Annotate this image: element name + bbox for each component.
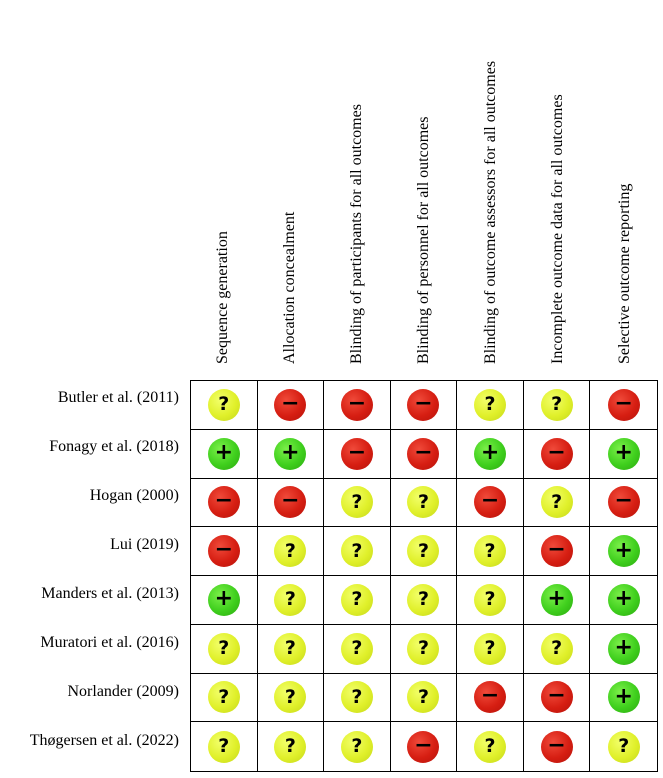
unclear-risk-marker bbox=[208, 389, 240, 421]
unclear-risk-marker bbox=[341, 486, 373, 518]
question-icon: ? bbox=[484, 539, 496, 562]
question-icon: ? bbox=[417, 685, 429, 708]
judgement-cell bbox=[324, 576, 391, 624]
question-icon: ? bbox=[218, 735, 230, 758]
judgement-cell bbox=[191, 479, 258, 527]
unclear-risk-marker bbox=[474, 535, 506, 567]
minus-icon: − bbox=[480, 683, 500, 709]
question-icon: ? bbox=[417, 490, 429, 513]
minus-icon: − bbox=[614, 390, 633, 416]
low-risk-marker bbox=[208, 438, 240, 470]
plus-icon: + bbox=[547, 586, 566, 612]
unclear-risk-marker bbox=[474, 389, 506, 421]
high-risk-marker bbox=[274, 486, 306, 518]
unclear-risk-marker bbox=[274, 681, 306, 713]
unclear-risk-marker bbox=[407, 633, 439, 665]
unclear-risk-marker bbox=[274, 584, 306, 616]
judgement-cell bbox=[324, 381, 391, 429]
judgement-cell bbox=[590, 430, 657, 478]
judgement-cell bbox=[258, 674, 325, 722]
judgement-cell bbox=[191, 527, 258, 575]
unclear-risk-marker bbox=[474, 633, 506, 665]
judgement-cell bbox=[524, 576, 591, 624]
minus-icon: − bbox=[480, 488, 500, 514]
plus-icon: + bbox=[614, 683, 633, 709]
judgement-cell bbox=[191, 625, 258, 673]
high-risk-marker bbox=[541, 535, 573, 567]
judgement-cell bbox=[391, 722, 458, 771]
unclear-risk-marker bbox=[341, 535, 373, 567]
unclear-risk-marker bbox=[541, 389, 573, 421]
high-risk-marker bbox=[541, 681, 573, 713]
minus-icon: − bbox=[547, 439, 566, 465]
minus-icon: − bbox=[547, 537, 566, 563]
column-header: Blinding of participants for all outcomes bbox=[348, 104, 366, 364]
high-risk-marker bbox=[407, 389, 439, 421]
question-icon: ? bbox=[551, 490, 563, 513]
high-risk-marker bbox=[474, 486, 506, 518]
plus-icon: + bbox=[214, 440, 233, 466]
question-icon: ? bbox=[351, 685, 363, 708]
minus-icon: − bbox=[281, 390, 300, 416]
judgement-cell bbox=[191, 674, 258, 722]
question-icon: ? bbox=[284, 735, 296, 758]
question-icon: ? bbox=[484, 735, 496, 758]
minus-icon: − bbox=[414, 732, 433, 758]
unclear-risk-marker bbox=[341, 633, 373, 665]
high-risk-marker bbox=[208, 486, 240, 518]
unclear-risk-marker bbox=[407, 681, 439, 713]
judgement-cell bbox=[524, 722, 591, 771]
low-risk-marker bbox=[541, 584, 573, 616]
question-icon: ? bbox=[551, 393, 563, 416]
unclear-risk-marker bbox=[474, 584, 506, 616]
judgement-cell bbox=[391, 430, 458, 478]
judgement-cell bbox=[457, 479, 524, 527]
judgement-cell bbox=[590, 381, 657, 429]
unclear-risk-marker bbox=[341, 584, 373, 616]
unclear-risk-marker bbox=[341, 681, 373, 713]
study-label: Butler et al. (2011) bbox=[57, 389, 179, 406]
low-risk-marker bbox=[608, 681, 640, 713]
unclear-risk-marker bbox=[541, 486, 573, 518]
judgement-cell bbox=[590, 722, 657, 771]
table-row bbox=[191, 625, 657, 674]
judgement-cell bbox=[324, 625, 391, 673]
question-icon: ? bbox=[351, 490, 363, 513]
plus-icon: + bbox=[614, 635, 633, 661]
judgement-cell bbox=[191, 722, 258, 771]
judgement-cell bbox=[457, 576, 524, 624]
judgement-cell bbox=[590, 625, 657, 673]
judgement-cell bbox=[324, 527, 391, 575]
judgement-cell bbox=[391, 381, 458, 429]
unclear-risk-marker bbox=[341, 731, 373, 763]
question-icon: ? bbox=[551, 637, 563, 660]
low-risk-marker bbox=[474, 438, 506, 470]
question-icon: ? bbox=[484, 393, 496, 416]
unclear-risk-marker bbox=[274, 633, 306, 665]
judgement-cell bbox=[391, 674, 458, 722]
judgement-cell bbox=[191, 576, 258, 624]
plus-icon: + bbox=[614, 537, 633, 563]
study-label: Norlander (2009) bbox=[67, 683, 179, 700]
low-risk-marker bbox=[608, 633, 640, 665]
unclear-risk-marker bbox=[407, 584, 439, 616]
high-risk-marker bbox=[608, 389, 640, 421]
table-row bbox=[191, 674, 657, 723]
judgement-cell bbox=[324, 430, 391, 478]
question-icon: ? bbox=[284, 637, 296, 660]
judgement-cell bbox=[524, 381, 591, 429]
judgement-cell bbox=[457, 381, 524, 429]
high-risk-marker bbox=[541, 731, 573, 763]
plus-icon: + bbox=[480, 440, 500, 466]
low-risk-marker bbox=[608, 584, 640, 616]
unclear-risk-marker bbox=[541, 633, 573, 665]
judgement-cell bbox=[324, 479, 391, 527]
minus-icon: − bbox=[547, 683, 566, 709]
study-label: Thøgersen et al. (2022) bbox=[29, 732, 179, 749]
minus-icon: − bbox=[414, 439, 433, 465]
judgement-cell bbox=[391, 576, 458, 624]
high-risk-marker bbox=[341, 438, 373, 470]
judgement-cell bbox=[324, 674, 391, 722]
risk-of-bias-grid bbox=[190, 380, 658, 772]
judgement-cell bbox=[590, 674, 657, 722]
table-row bbox=[191, 722, 657, 771]
judgement-cell bbox=[258, 381, 325, 429]
low-risk-marker bbox=[608, 438, 640, 470]
judgement-cell bbox=[258, 576, 325, 624]
high-risk-marker bbox=[274, 389, 306, 421]
judgement-cell bbox=[457, 625, 524, 673]
unclear-risk-marker bbox=[474, 731, 506, 763]
question-icon: ? bbox=[417, 588, 429, 611]
question-icon: ? bbox=[417, 539, 429, 562]
judgement-cell bbox=[191, 430, 258, 478]
minus-icon: − bbox=[281, 488, 300, 514]
unclear-risk-marker bbox=[208, 681, 240, 713]
table-row bbox=[191, 381, 657, 430]
judgement-cell bbox=[258, 625, 325, 673]
judgement-cell bbox=[457, 722, 524, 771]
judgement-cell bbox=[391, 527, 458, 575]
column-header: Allocation concealment bbox=[281, 211, 299, 364]
column-header: Sequence generation bbox=[214, 231, 232, 364]
unclear-risk-marker bbox=[407, 486, 439, 518]
high-risk-marker bbox=[341, 389, 373, 421]
judgement-cell bbox=[590, 576, 657, 624]
study-label: Lui (2019) bbox=[110, 536, 179, 553]
unclear-risk-marker bbox=[274, 731, 306, 763]
plus-icon: + bbox=[281, 440, 300, 466]
judgement-cell bbox=[391, 625, 458, 673]
column-header: Blinding of outcome assessors for all outcomes bbox=[481, 60, 499, 364]
judgement-cell bbox=[524, 479, 591, 527]
unclear-risk-marker bbox=[274, 535, 306, 567]
table-row bbox=[191, 479, 657, 528]
minus-icon: − bbox=[414, 390, 433, 416]
question-icon: ? bbox=[218, 393, 230, 416]
judgement-cell bbox=[457, 674, 524, 722]
question-icon: ? bbox=[618, 735, 630, 758]
minus-icon: − bbox=[614, 488, 633, 514]
minus-icon: − bbox=[214, 537, 233, 563]
judgement-cell bbox=[590, 527, 657, 575]
column-header: Blinding of personnel for all outcomes bbox=[415, 116, 432, 364]
unclear-risk-marker bbox=[608, 731, 640, 763]
high-risk-marker bbox=[208, 535, 240, 567]
plus-icon: + bbox=[614, 440, 633, 466]
low-risk-marker bbox=[208, 584, 240, 616]
column-header: Selective outcome reporting bbox=[615, 183, 633, 364]
high-risk-marker bbox=[541, 438, 573, 470]
judgement-cell bbox=[258, 430, 325, 478]
question-icon: ? bbox=[351, 588, 363, 611]
question-icon: ? bbox=[351, 735, 363, 758]
question-icon: ? bbox=[218, 685, 230, 708]
minus-icon: − bbox=[547, 732, 566, 758]
plus-icon: + bbox=[614, 586, 633, 612]
judgement-cell bbox=[524, 527, 591, 575]
study-label: Muratori et al. (2016) bbox=[40, 634, 179, 651]
question-icon: ? bbox=[484, 637, 496, 660]
unclear-risk-marker bbox=[208, 633, 240, 665]
question-icon: ? bbox=[417, 637, 429, 660]
judgement-cell bbox=[258, 722, 325, 771]
question-icon: ? bbox=[218, 637, 230, 660]
high-risk-marker bbox=[474, 681, 506, 713]
judgement-cell bbox=[524, 430, 591, 478]
judgement-cell bbox=[524, 625, 591, 673]
judgement-cell bbox=[457, 527, 524, 575]
plus-icon: + bbox=[214, 586, 233, 612]
judgement-cell bbox=[324, 722, 391, 771]
question-icon: ? bbox=[351, 637, 363, 660]
question-icon: ? bbox=[284, 588, 296, 611]
judgement-cell bbox=[191, 381, 258, 429]
column-header: Incomplete outcome data for all outcomes bbox=[548, 94, 566, 364]
minus-icon: − bbox=[214, 488, 233, 514]
study-label: Fonagy et al. (2018) bbox=[49, 438, 179, 455]
question-icon: ? bbox=[351, 539, 363, 562]
minus-icon: − bbox=[347, 390, 367, 416]
table-row bbox=[191, 430, 657, 479]
high-risk-marker bbox=[608, 486, 640, 518]
unclear-risk-marker bbox=[208, 731, 240, 763]
judgement-cell bbox=[258, 527, 325, 575]
question-icon: ? bbox=[484, 588, 496, 611]
question-icon: ? bbox=[284, 539, 296, 562]
study-label: Hogan (2000) bbox=[89, 487, 179, 504]
unclear-risk-marker bbox=[407, 535, 439, 567]
judgement-cell bbox=[524, 674, 591, 722]
table-row bbox=[191, 576, 657, 625]
high-risk-marker bbox=[407, 731, 439, 763]
low-risk-marker bbox=[608, 535, 640, 567]
study-label: Manders et al. (2013) bbox=[41, 585, 179, 602]
judgement-cell bbox=[391, 479, 458, 527]
low-risk-marker bbox=[274, 438, 306, 470]
judgement-cell bbox=[258, 479, 325, 527]
question-icon: ? bbox=[284, 685, 296, 708]
minus-icon: − bbox=[347, 439, 367, 465]
judgement-cell bbox=[457, 430, 524, 478]
high-risk-marker bbox=[407, 438, 439, 470]
judgement-cell bbox=[590, 479, 657, 527]
table-row bbox=[191, 527, 657, 576]
